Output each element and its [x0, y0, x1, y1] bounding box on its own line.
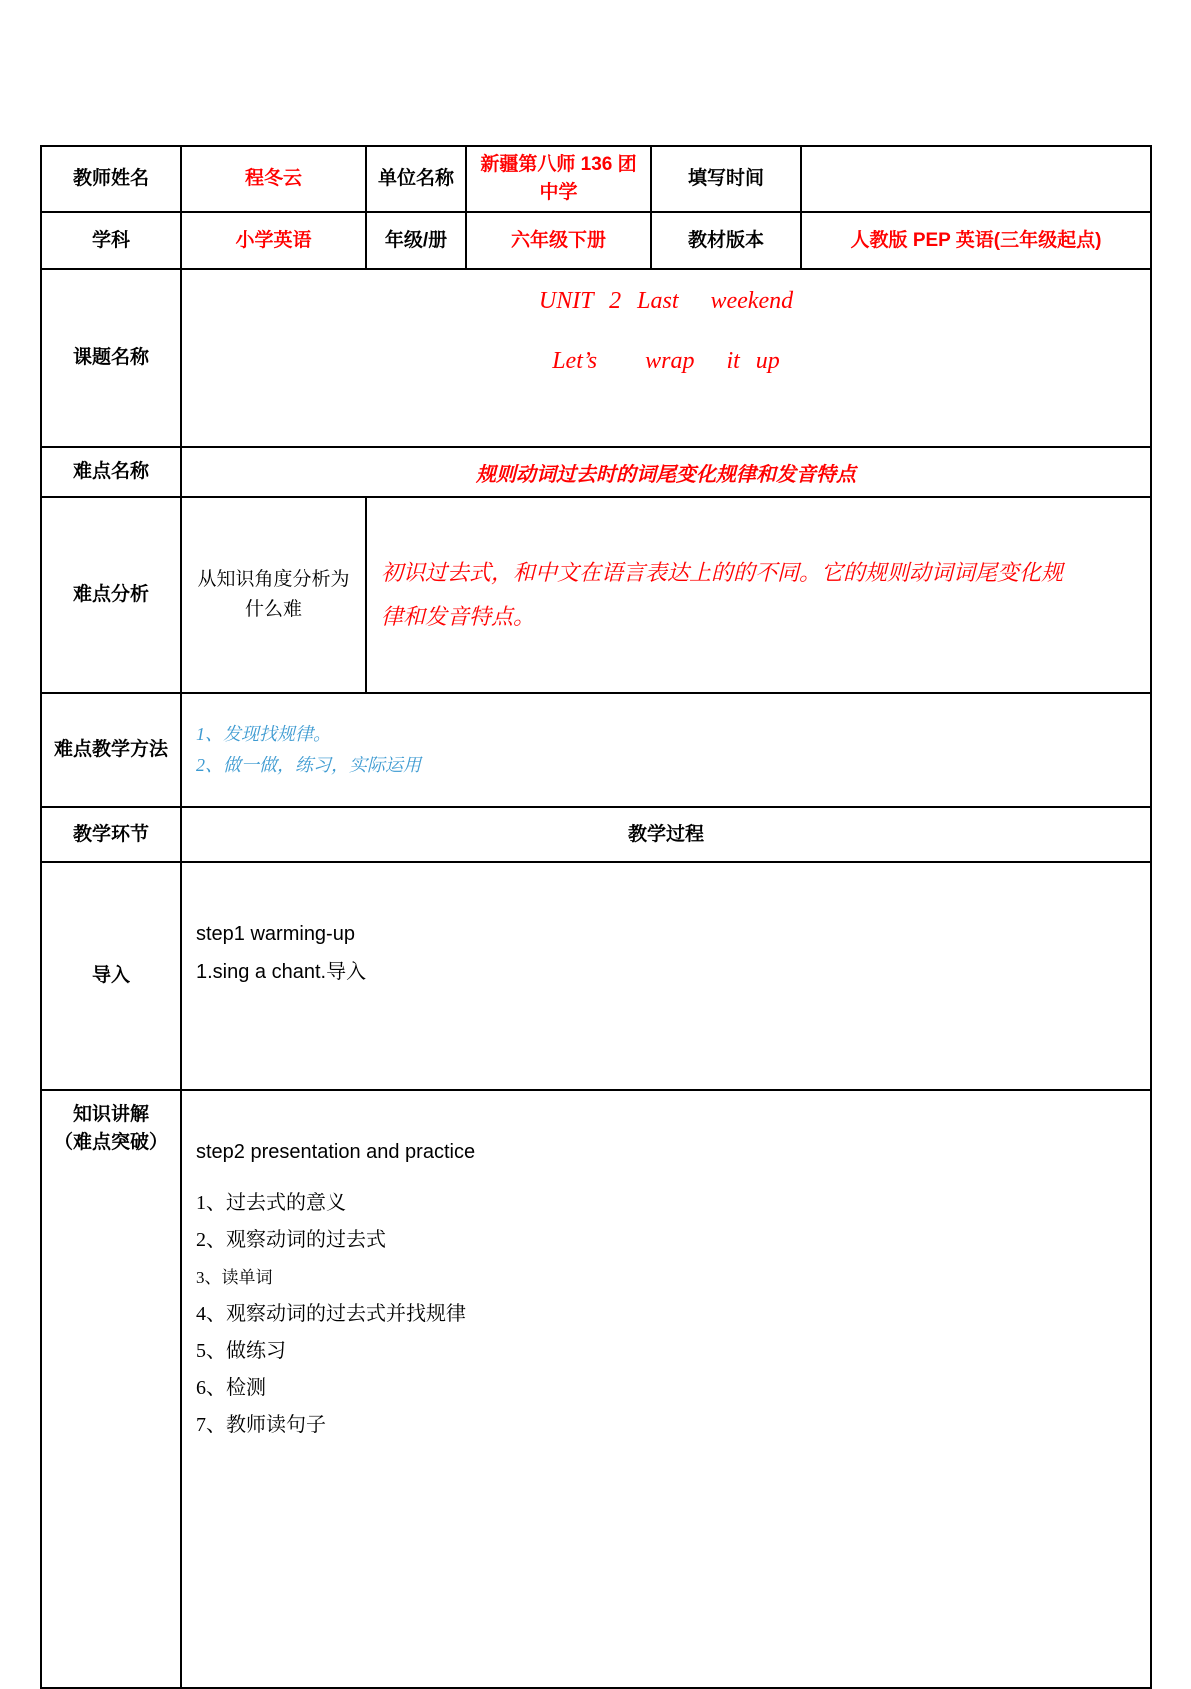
difficulty-analysis-subtitle: 从知识角度分析为什么难	[181, 497, 366, 693]
difficulty-analysis-label: 难点分析	[41, 497, 181, 693]
row-teaching-method	[41, 693, 1151, 807]
subject-label: 学科	[41, 212, 181, 269]
intro-content	[181, 862, 1151, 1090]
list-item: 3、读单词	[196, 1268, 273, 1287]
method-label: 难点教学方法	[41, 693, 181, 807]
explain-label-line-1: 知识讲解	[72, 1104, 149, 1125]
list-item: 5、做练习	[196, 1340, 286, 1362]
list-item: 1、过去式的意义	[196, 1192, 346, 1214]
method-line-2: 2、做一做，练习，实际运用	[196, 755, 421, 775]
topic-line-1: UNIT 2 Last weekend	[538, 288, 794, 314]
row-intro	[41, 862, 1151, 1090]
fill-time-label: 填写时间	[651, 146, 801, 212]
step2-title: step2 presentation and practice	[196, 1141, 476, 1163]
intro-step-title: step1 warming-up	[196, 923, 355, 945]
topic-line-2: Let’s wrap it up	[552, 348, 780, 374]
difficulty-name-label: 难点名称	[41, 447, 181, 497]
textbook-label: 教材版本	[651, 212, 801, 269]
org-label: 单位名称	[366, 146, 466, 212]
explain-label	[41, 1090, 181, 1688]
difficulty-name-value: 规则动词过去时的词尾变化规律和发音特点	[181, 447, 1151, 497]
row-knowledge-explain	[41, 1090, 1151, 1688]
grade-label: 年级/册	[366, 212, 466, 269]
fill-time-value	[801, 146, 1151, 212]
method-line-1: 1、发现找规律。	[196, 724, 331, 744]
row-stage-header	[41, 807, 1151, 862]
textbook-value: 人教版 PEP 英语(三年级起点)	[801, 212, 1151, 269]
row-teacher-info	[41, 146, 1151, 212]
list-item: 7、教师读句子	[196, 1414, 326, 1436]
subject-value: 小学英语	[181, 212, 366, 269]
process-label: 教学过程	[181, 807, 1151, 862]
teacher-name-label: 教师姓名	[41, 146, 181, 212]
row-topic	[41, 269, 1151, 447]
list-item: 6、检测	[196, 1377, 266, 1399]
row-subject-info	[41, 212, 1151, 269]
row-difficulty-analysis	[41, 497, 1151, 693]
list-item: 4、观察动词的过去式并找规律	[196, 1303, 466, 1325]
stage-label: 教学环节	[41, 807, 181, 862]
row-difficulty-name	[41, 447, 1151, 497]
org-value: 新疆第八师 136 团中学	[466, 146, 651, 212]
intro-step-item: 1.sing a chant.导入	[196, 961, 367, 983]
list-item: 2、观察动词的过去式	[196, 1229, 386, 1251]
explain-content	[181, 1090, 1151, 1688]
difficulty-analysis-text: 初识过去式，和中文在语言表达上的的不同。它的规则动词词尾变化规律和发音特点。	[366, 497, 1151, 693]
teacher-name-value: 程冬云	[181, 146, 366, 212]
intro-label: 导入	[41, 862, 181, 1090]
grade-value: 六年级下册	[466, 212, 651, 269]
explain-label-line-2: （难点突破）	[53, 1132, 168, 1153]
lesson-plan-table	[40, 145, 1152, 1689]
method-content	[181, 693, 1151, 807]
topic-label: 课题名称	[41, 269, 181, 447]
topic-content	[181, 269, 1151, 447]
